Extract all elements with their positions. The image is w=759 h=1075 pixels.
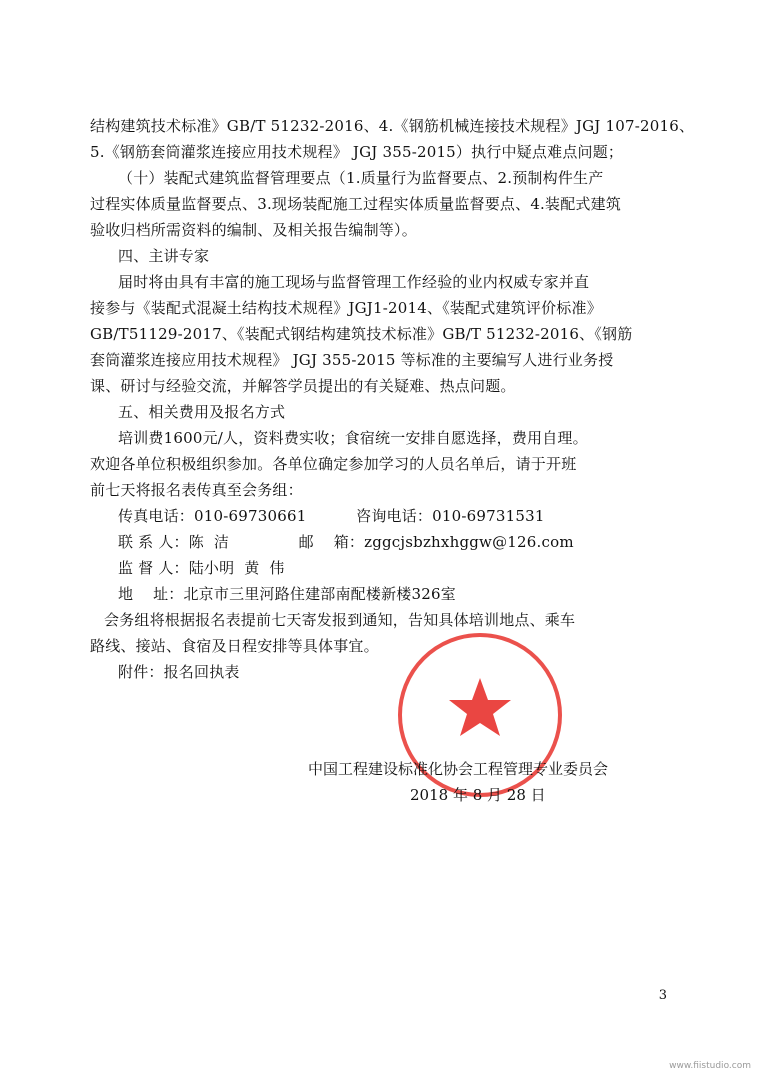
body-line: 会务组将根据报名表提前七天寄发报到通知，告知具体培训地点、乘车 [104,611,576,629]
body-line: 培训费1600元/人，资料费实收；食宿统一安排自愿选择，费用自理。 [118,429,588,447]
contact-person-email: 联 系 人：陈 洁 邮 箱：zggcjsbzhxhggw@126.com [118,533,574,551]
body-line: GB/T51129-2017、《装配式钢结构建筑技术标准》GB/T 51232-2016、《钢筋 [90,325,633,343]
body-line: 届时将由具有丰富的施工现场与监督管理工作经验的业内权威专家并直 [118,273,590,291]
supervisor: 监 督 人：陆小明 黄 伟 [118,559,285,577]
seal-star-icon [449,678,511,736]
body-line: 套筒灌浆连接应用技术规程》 JGJ 355-2015 等标准的主要编写人进行业务授 [90,351,614,369]
body-line: 课、研讨与经验交流，并解答学员提出的有关疑难、热点问题。 [90,377,516,395]
section-heading: 五、相关费用及报名方式 [118,403,286,421]
body-line: 接参与《装配式混凝土结构技术规程》JGJ1-2014、《装配式建筑评价标准》 [90,299,602,317]
address: 地 址：北京市三里河路住建部南配楼新楼326室 [118,585,456,603]
section-heading: 四、主讲专家 [118,247,210,265]
body-line: 路线、接站、食宿及日程安排等具体事宜。 [90,637,379,655]
body-line: 5.《钢筋套筒灌浆连接应用技术规程》 JGJ 355-2015）执行中疑点难点问题； [90,143,624,161]
contact-fax-phone: 传真电话：010-69730661 咨询电话：010-69731531 [118,507,545,525]
body-line: 前七天将报名表传真至会务组： [90,481,303,499]
body-line: 欢迎各单位积极组织参加。各单位确定参加学习的人员名单后，请于开班 [90,455,577,473]
body-line: 验收归档所需资料的编制、及相关报告编制等）。 [90,221,417,239]
body-line: 过程实体质量监督要点、3.现场装配施工过程实体质量监督要点、4.装配式建筑 [90,195,622,213]
page-number: 3 [658,988,667,1003]
issue-date: 2018 年 8 月 28 日 [410,786,546,804]
watermark: www.fiistudio.com [669,1061,751,1071]
body-line: （十）装配式建筑监督管理要点（1.质量行为监督要点、2.预制构件生产 [118,169,604,187]
issuer-organization: 中国工程建设标准化协会工程管理专业委员会 [308,760,609,778]
body-line: 结构建筑技术标准》GB/T 51232-2016、4.《钢筋机械连接技术规程》JGJ 107-2016、 [90,117,695,135]
attachment-note: 附件：报名回执表 [118,663,240,681]
